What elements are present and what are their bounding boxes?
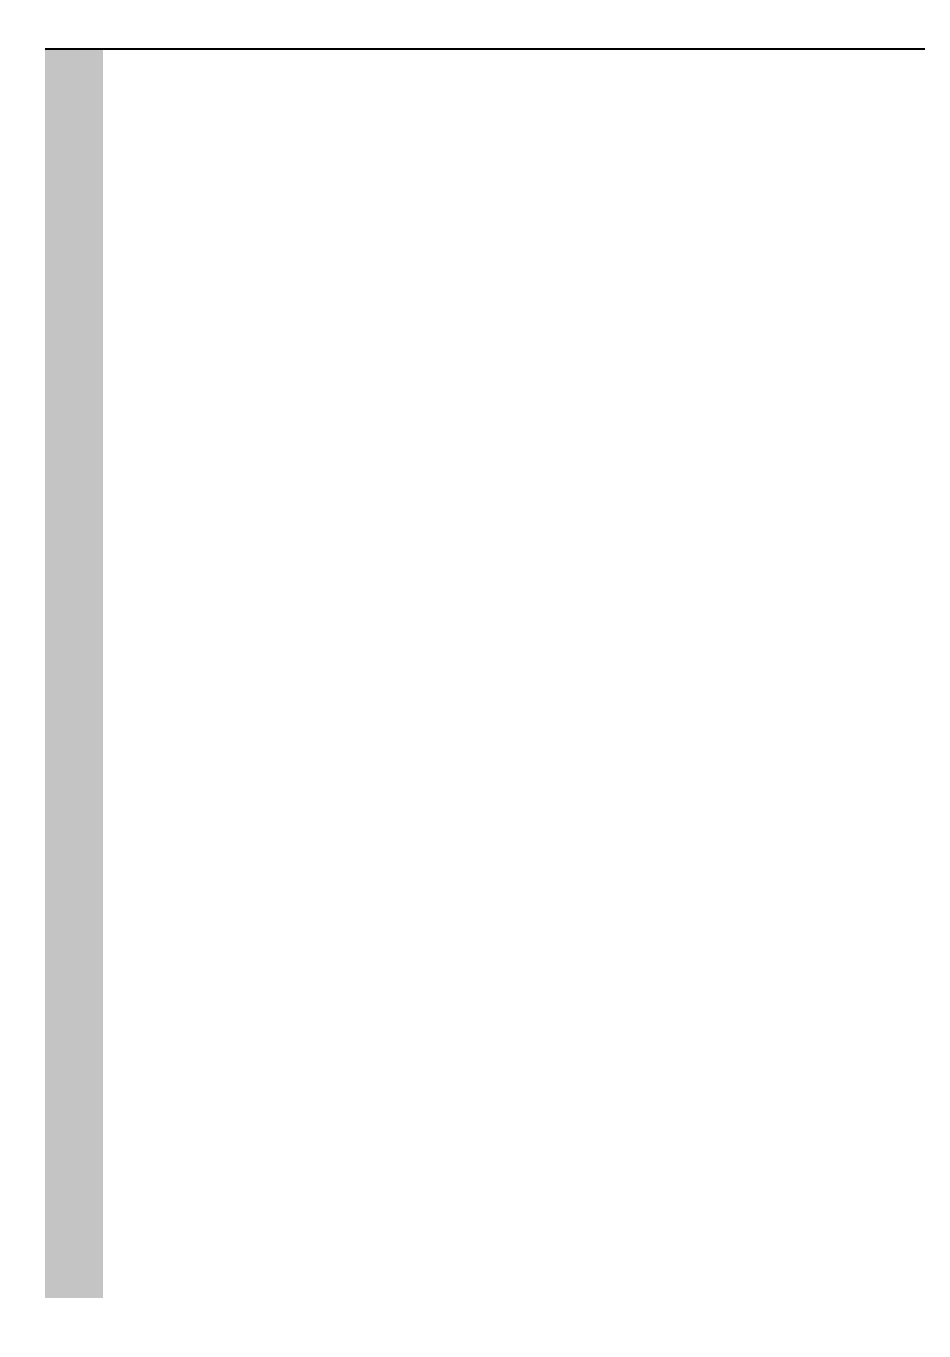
- page-title: [45, 48, 103, 1298]
- table-end-rule: [45, 48, 925, 50]
- spec-table-rotated: [25, 38, 925, 1318]
